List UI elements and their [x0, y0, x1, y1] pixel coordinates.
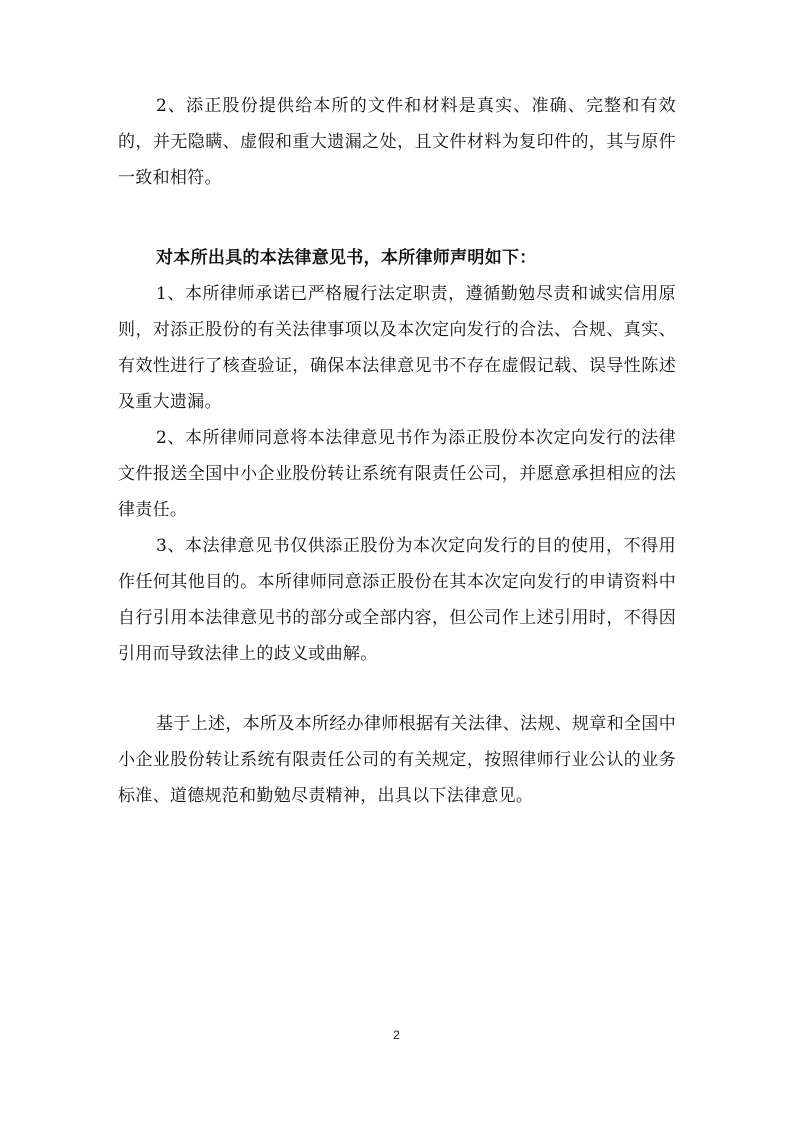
declaration-heading: 对本所出具的本法律意见书，本所律师声明如下：: [156, 248, 537, 268]
paragraph-declaration-1: 1、本所律师承诺已严格履行法定职责，遵循勤勉尽责和诚实信用原则，对添正股份的有关法律事项以及本次定向发行的合法、合规、真实、有效性进行了核查验证，确保本法律意见书不存在虚假记载、误导性陈述及重大遗漏。: [118, 284, 676, 412]
paragraph-declaration-2: 2、本所律师同意将本法律意见书作为添正股份本次定向发行的法律文件报送全国中小企业股份转让系统有限责任公司，并愿意承担相应的法律责任。: [118, 428, 676, 520]
paragraph-declaration-3: 3、本法律意见书仅供添正股份为本次定向发行的目的使用，不得用作任何其他目的。本所律师同意添正股份在其本次定向发行的申请资料中自行引用本法律意见书的部分或全部内容，但公司作上述引用时，不得因引用而导致法律上的歧义或曲解。: [118, 536, 676, 664]
page-number: 2: [393, 1028, 400, 1042]
paragraph-materials-authenticity: 2、添正股份提供给本所的文件和材料是真实、准确、完整和有效的，并无隐瞒、虚假和重大遗漏之处，且文件材料为复印件的，其与原件一致和相符。: [118, 96, 676, 188]
paragraph-conclusion: 基于上述，本所及本所经办律师根据有关法律、法规、规章和全国中小企业股份转让系统有限责任公司的有关规定，按照律师行业公认的业务标准、道德规范和勤勉尽责精神，出具以下法律意见。: [118, 714, 676, 806]
